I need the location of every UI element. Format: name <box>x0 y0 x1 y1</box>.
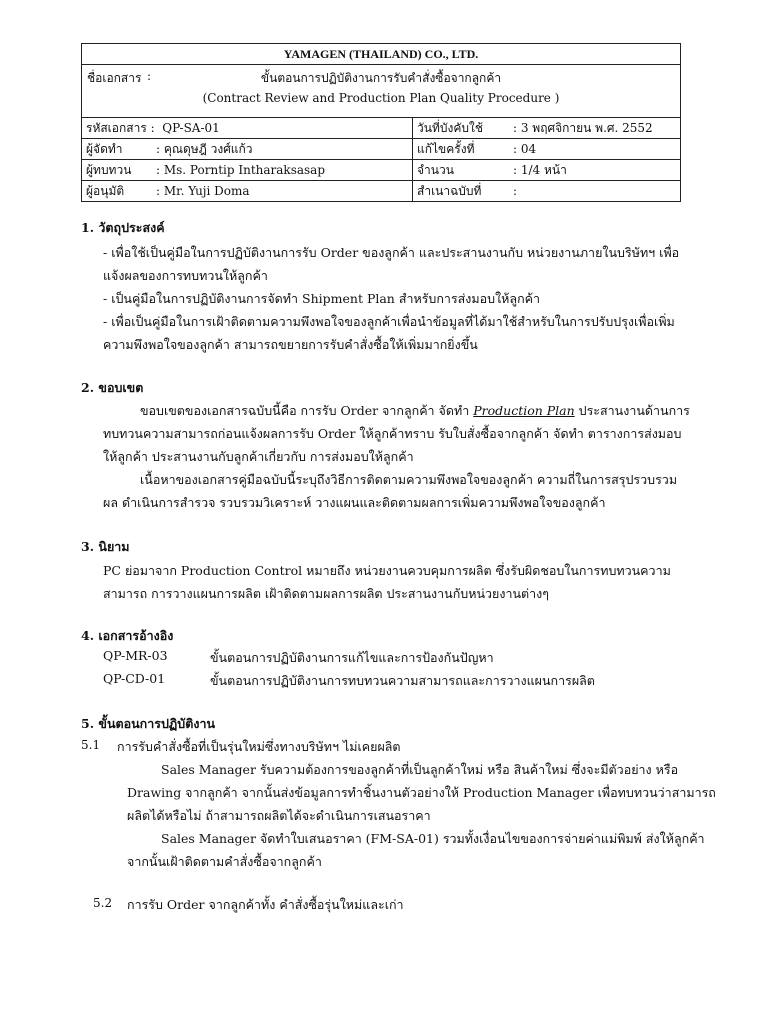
section-3-title: 3. นิยาม <box>81 539 130 554</box>
document-title-thai: ขั้นตอนการปฏิบัติงานการรับคำสั่งซื้อจากลูกค้า <box>260 71 502 85</box>
reference-code: QP-CD-01 <box>103 671 166 686</box>
section-5-line: จากนั้นเฝ้าติดตามคำสั่งซื้อจากลูกค้า <box>127 854 322 869</box>
section-2-line: ผล ดำเนินการสำรวจ รวบรวมวิเคราะห์ วางแผนและติดตามผลการเพิ่มความพึงพอใจของลูกค้า <box>103 495 606 510</box>
header-row-approved-by <box>82 181 681 202</box>
section-2-line: ให้ลูกค้า ประสานงานกับลูกค้าเกี่ยวกับ การส่งมอบให้ลูกค้า <box>103 449 414 464</box>
section-5-line: ผลิตได้หรือไม่ ถ้าสามารถผลิตได้จะดำเนินการเสนอราคา <box>127 808 431 823</box>
page-count-label: จำนวน <box>417 162 454 177</box>
revision-value: : 04 <box>513 141 537 156</box>
subsection-5-2-number: 5.2 <box>93 896 113 910</box>
reference-code: QP-MR-03 <box>103 648 168 663</box>
header-row-prepared-by <box>82 139 681 160</box>
header-row-reviewed-by <box>82 160 681 181</box>
effective-date-label: วันที่บังคับใช้ <box>417 120 483 135</box>
company-name: YAMAGEN (THAILAND) CO., LTD. <box>82 44 681 65</box>
header-row-doc-code <box>82 118 681 139</box>
section-5-line: Sales Manager จัดทำใบเสนอราคา (FM-SA-01) รวมทั้งเงื่อนไขของการจ่ายค่าแม่พิมพ์ ส่งให้ลูกค้า <box>161 831 705 846</box>
prepared-by-value: : คุณดุษฎี วงศ์แก้ว <box>156 141 253 156</box>
section-3-line: สามารถ การวางแผนการผลิต เฝ้าติดตามผลการผลิต ประสานงานกับหน่วยงานต่างๆ <box>103 586 549 601</box>
section-1-line: - เพื่อใช้เป็นคู่มือในการปฏิบัติงานการรับ Order ของลูกค้า และประสานงานกับ หน่วยงานภายในบริษัทฯ เพื่อ <box>103 245 680 260</box>
reviewed-by-label: ผู้ทบทวน <box>86 162 132 177</box>
reference-description: ขั้นตอนการปฏิบัติงานการทบทวนความสามารถและการวางแผนการผลิต <box>210 673 595 688</box>
section-2-title: 2. ขอบเขต <box>81 380 144 395</box>
prepared-by-label: ผู้จัดทำ <box>86 141 123 156</box>
doc-code-label: รหัสเอกสาร : <box>86 120 155 135</box>
approved-by-label: ผู้อนุมัติ <box>86 183 125 198</box>
section-1-line: - เพื่อเป็นคู่มือในการเฝ้าติดตามความพึงพอใจของลูกค้าเพื่อนำข้อมูลที่ได้มาใช้สำหรับในการปรับปรุงเพื่อเพิ่ม <box>103 314 675 329</box>
revision-label: แก้ไขครั้งที่ <box>417 141 475 156</box>
approved-by-value: : Mr. Yuji Doma <box>156 183 250 198</box>
reviewed-by-value: : Ms. Porntip Intharaksasap <box>156 162 326 177</box>
section-5-line: Drawing จากลูกค้า จากนั้นส่งข้อมูลการทำชิ้นงานตัวอย่างให้ Production Manager เพื่อทบทวนว่าสามารถ <box>127 785 716 800</box>
effective-date-value: : 3 พฤศจิกายน พ.ศ. 2552 <box>513 120 653 135</box>
section-2-line: เนื้อหาของเอกสารคู่มือฉบับนี้ระบุถึงวิธีการติดตามความพึงพอใจของลูกค้า ความถี่ในการสรุปรวบรวม <box>140 472 678 487</box>
subsection-5-1-title: การรับคำสั่งซื้อที่เป็นรุ่นใหม่ซึ่งทางบริษัทฯ ไม่เคยผลิต <box>117 739 401 754</box>
document-header-table <box>81 43 681 202</box>
document-name-colon: : <box>147 69 152 83</box>
scope-text-a: ขอบเขตของเอกสารฉบับนี้คือ การรับ Order จากลูกค้า จัดทำ <box>140 403 474 418</box>
copy-number-label: สำเนาฉบับที่ <box>417 183 482 198</box>
document-title-english: (Contract Review and Production Plan Quality Procedure ) <box>202 91 560 105</box>
document-name-cell <box>82 65 681 118</box>
section-5-title: 5. ขั้นตอนการปฏิบัติงาน <box>81 716 216 731</box>
section-1-line: - เป็นคู่มือในการปฏิบัติงานการจัดทำ Shipment Plan สำหรับการส่งมอบให้ลูกค้า <box>103 291 541 306</box>
section-2-line <box>140 401 690 421</box>
subsection-5-2-title: การรับ Order จากลูกค้าทั้ง คำสั่งซื้อรุ่นใหม่และเก่า <box>127 897 404 912</box>
section-1-title: 1. วัตถุประสงค์ <box>81 220 165 235</box>
scope-text-c: ประสานงานด้านการ <box>574 403 690 418</box>
section-4-title: 4. เอกสารอ้างอิง <box>81 628 174 643</box>
document-name-label: ชื่อเอกสาร <box>87 71 142 85</box>
copy-number-value: : <box>513 183 518 198</box>
production-plan-term: Production Plan <box>473 403 575 418</box>
section-2-line: ทบทวนความสามารถก่อนแจ้งผลการรับ Order ให้ลูกค้าทราบ รับใบสั่งซื้อจากลูกค้า จัดทำ ตารางการส่งมอบ <box>103 426 682 441</box>
section-3-line: PC ย่อมาจาก Production Control หมายถึง หน่วยงานควบคุมการผลิต ซึ่งรับผิดชอบในการทบทวนความ <box>103 563 671 578</box>
section-1-line: แจ้งผลของการทบทวนให้ลูกค้า <box>103 268 268 283</box>
page-count-value: : 1/4 หน้า <box>513 162 567 177</box>
section-1-line: ความพึงพอใจของลูกค้า สามารถขยายการรับคำสั่งซื้อให้เพิ่มมากยิ่งขึ้น <box>103 337 478 352</box>
doc-code-value: QP-SA-01 <box>162 120 220 135</box>
reference-description: ขั้นตอนการปฏิบัติงานการแก้ไขและการป้องกันปัญหา <box>210 650 494 665</box>
section-5-line: Sales Manager รับความต้องการของลูกค้าที่เป็นลูกค้าใหม่ หรือ สินค้าใหม่ ซึ่งจะมีตัวอย่าง หรือ <box>161 762 679 777</box>
subsection-5-1-number: 5.1 <box>81 738 101 752</box>
